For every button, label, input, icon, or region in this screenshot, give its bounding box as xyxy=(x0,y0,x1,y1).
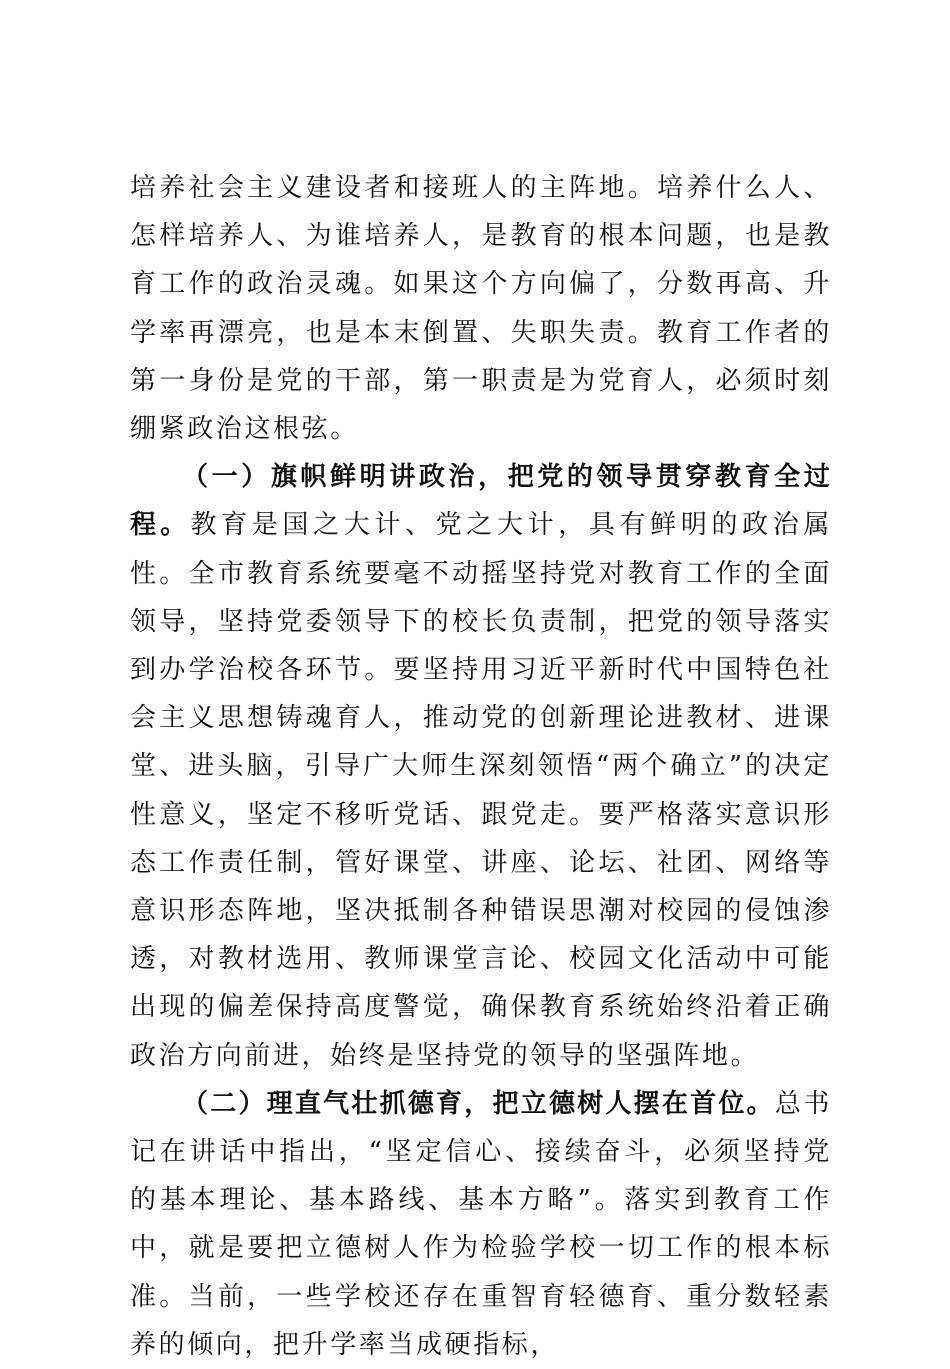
paragraph-section-1 xyxy=(130,453,832,1080)
section-heading-1: （一）旗帜鲜明讲政治，把党的领导贯穿教育全过程。 xyxy=(130,462,832,541)
paragraph-text: 培养社会主义建设者和接班人的主阵地。培养什么人、怎样培养人、为谁培养人，是教育的根本问题，也是教育工作的政治灵魂。如果这个方向偏了，分数再高、升学率再漂亮，也是本末倒置、失职失责。教育工作者的第一身份是党的干部，第一职责是为党育人，必须时刻绷紧政治这根弦。 xyxy=(130,173,832,445)
document-body xyxy=(130,164,832,1369)
paragraph-text: 总书记在讲话中指出，“坚定信心、接续奋斗，必须坚持党的基本理论、基本路线、基本方略”。落实到教育工作中，就是要把立德树人作为检验学校一切工作的根本标准。当前，一些学校还存在重智育轻德育、重分数轻素养的倾向，把升学率当成硬指标， xyxy=(130,1088,833,1360)
section-heading-2: （二）理直气壮抓德育，把立德树人摆在首位。 xyxy=(182,1088,775,1119)
paragraph-text: 教育是国之大计、党之大计，具有鲜明的政治属性。全市教育系统要毫不动摇坚持党对教育工作的全面领导，坚持党委领导下的校长负责制，把党的领导落实到办学治校各环节。要坚持用习近平新时代中国特色社会主义思想铸魂育人，推动党的创新理论进教材、进课堂、进头脑，引导广大师生深刻领悟“两个确立”的决定性意义，坚定不移听党话、跟党走。要严格落实意识形态工作责任制，管好课堂、讲座、论坛、社团、网络等意识形态阵地，坚决抵制各种错误思潮对校园的侵蚀渗透，对教材选用、教师课堂言论、校园文化活动中可能出现的偏差保持高度警觉，确保教育系统始终沿着正确政治方向前进，始终是坚持党的领导的坚强阵地。 xyxy=(130,510,832,1071)
paragraph-section-2 xyxy=(130,1080,832,1369)
paragraph-continuation xyxy=(130,164,832,453)
